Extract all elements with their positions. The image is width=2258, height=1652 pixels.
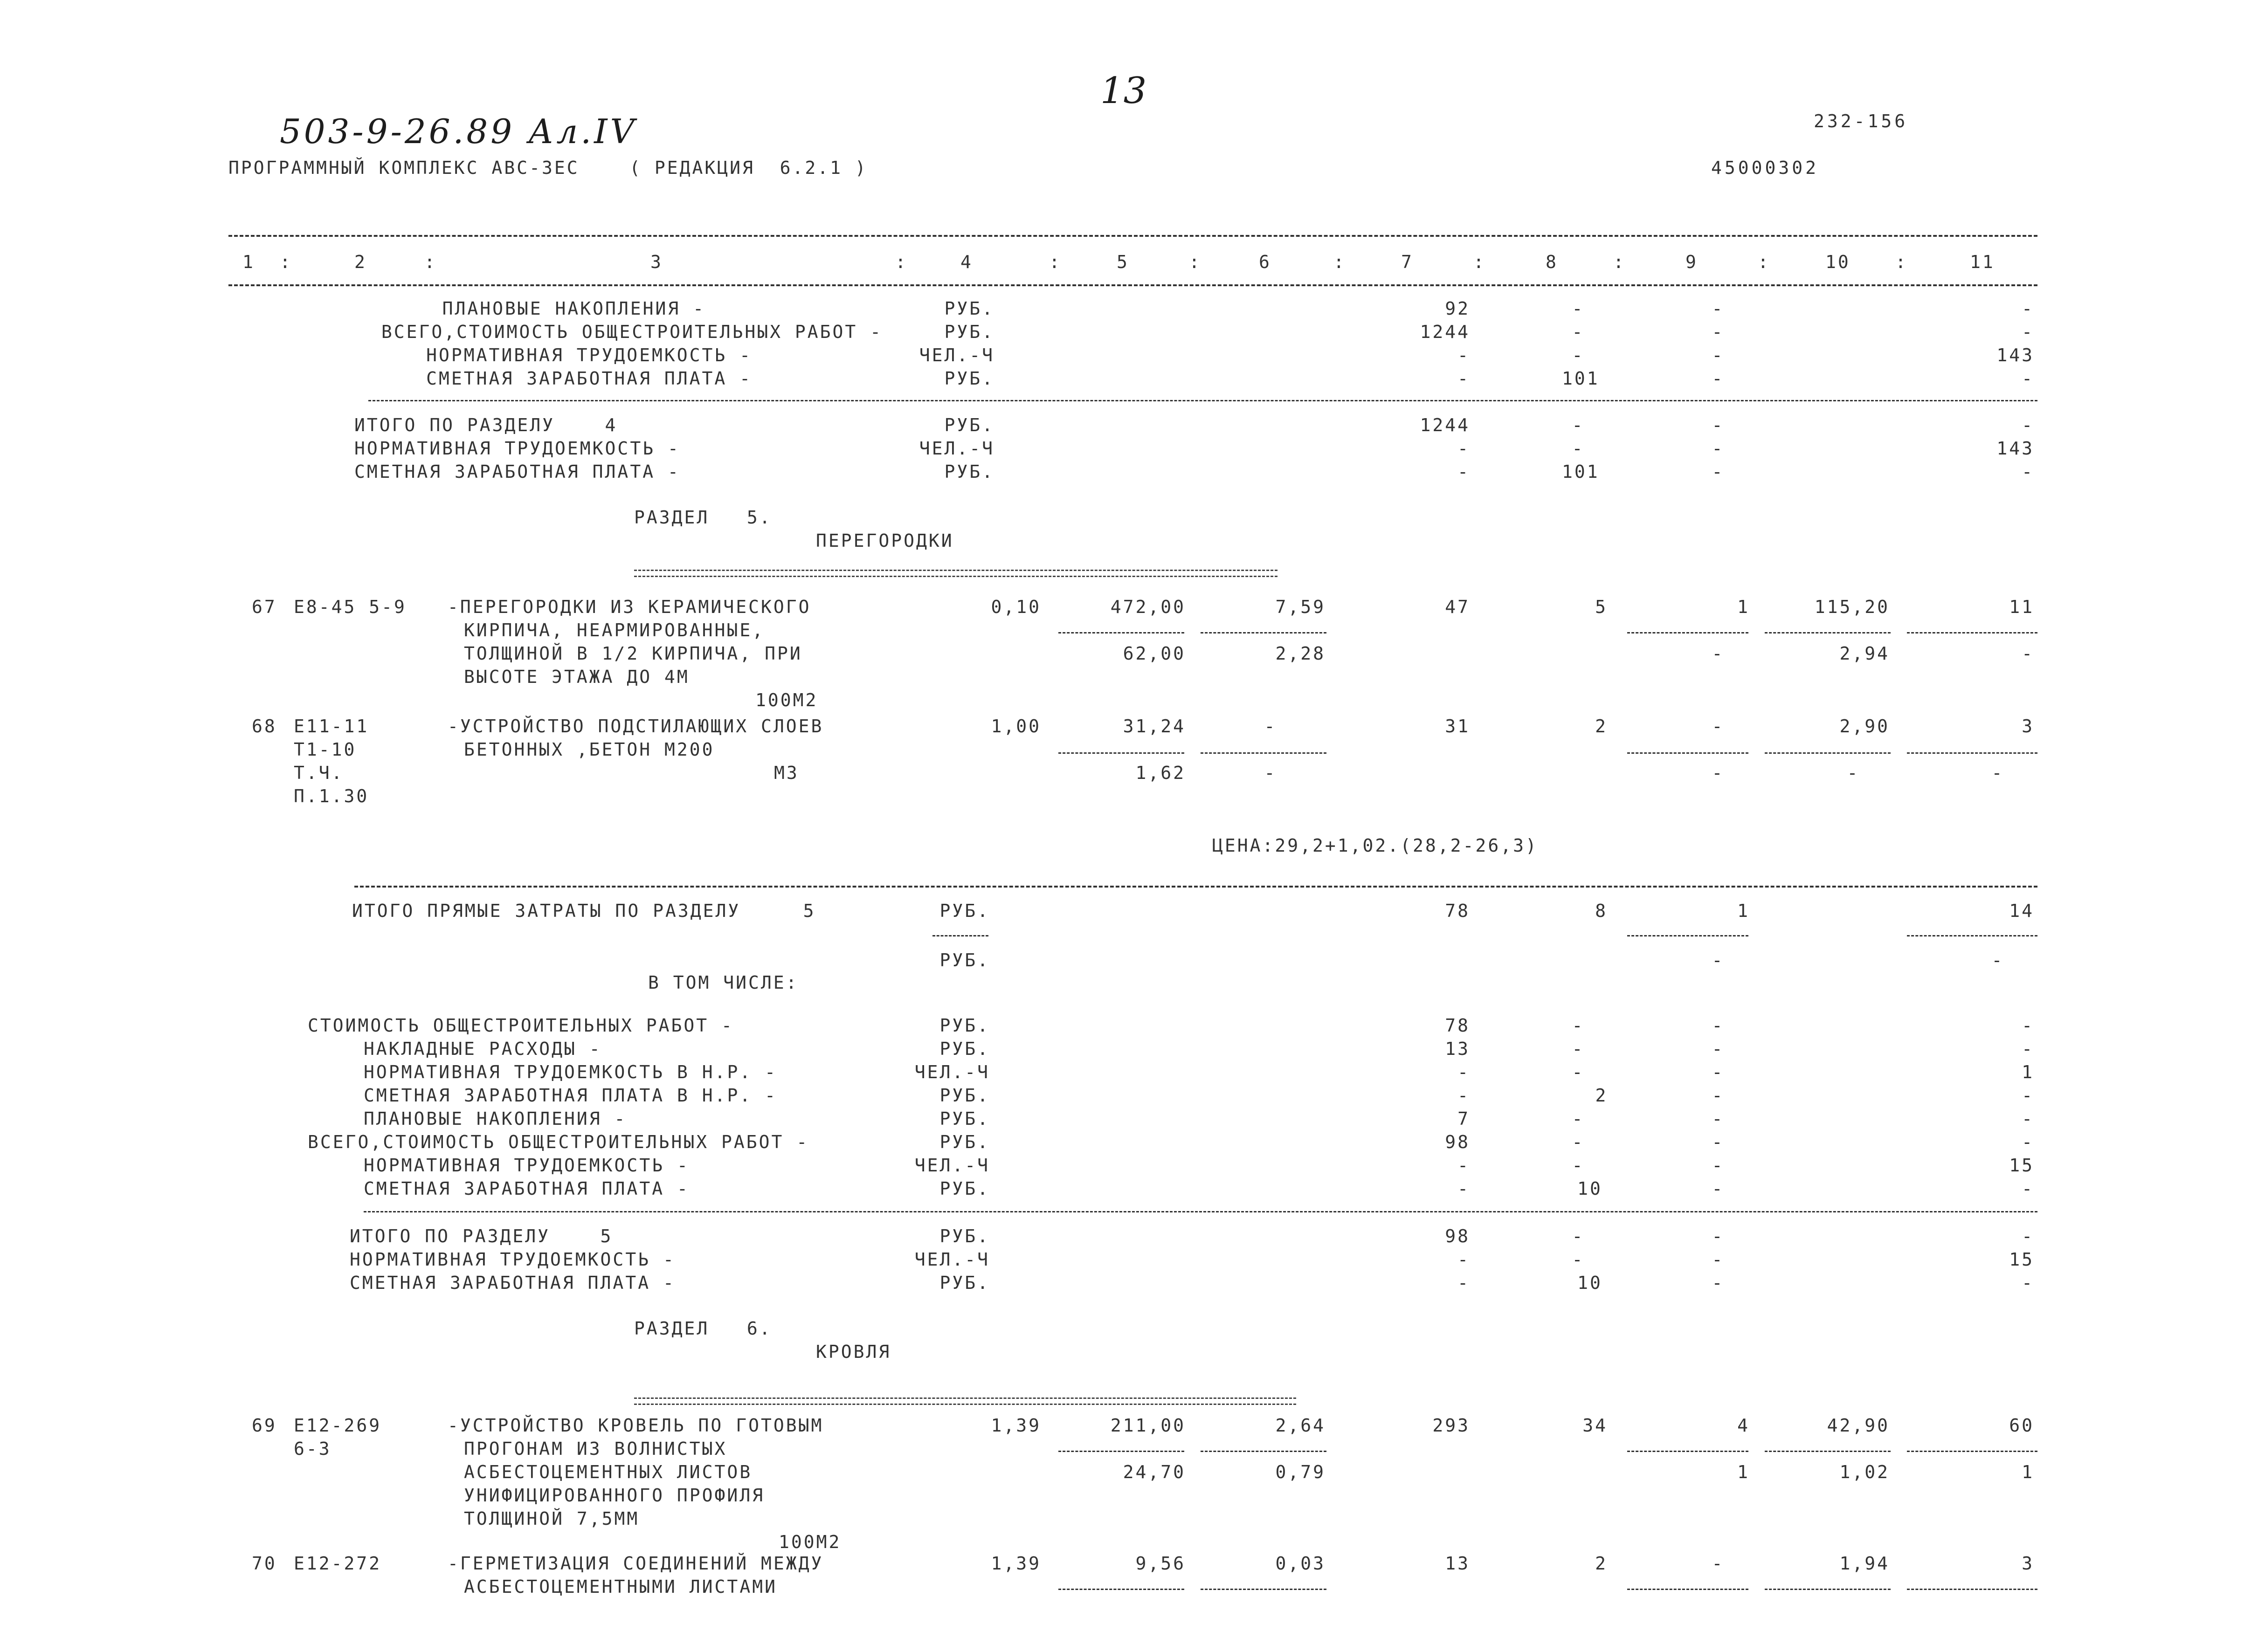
item-number: 67 xyxy=(252,597,277,617)
column-header: 3 xyxy=(650,252,663,272)
cell-col11: - xyxy=(2022,368,2034,389)
row-unit: РУБ. xyxy=(939,1273,990,1293)
cell-col7: - xyxy=(1457,1062,1470,1082)
cell-underline xyxy=(1627,752,1748,754)
column-separator: : xyxy=(1049,252,1062,272)
cell-underline xyxy=(1201,1589,1326,1590)
cell-col8: 2 xyxy=(1595,1553,1608,1574)
column-header: 10 xyxy=(1825,252,1851,272)
cell-col9: - xyxy=(1712,345,1725,365)
cell-underline xyxy=(1907,935,2037,936)
row-unit: РУБ. xyxy=(939,1178,990,1199)
item-description: ТОЛЩИНОЙ 7,5ММ xyxy=(464,1508,640,1529)
cell-col9: - xyxy=(1712,461,1725,482)
row-label: ВСЕГО,СТОИМОСТЬ ОБЩЕСТРОИТЕЛЬНЫХ РАБОТ - xyxy=(308,1132,809,1152)
item-unit: 100М2 xyxy=(779,1532,842,1552)
cell-col7: 98 xyxy=(1445,1226,1470,1246)
cell-col8: 2 xyxy=(1595,716,1608,737)
cell-underline xyxy=(1627,1589,1748,1590)
cell-col9: - xyxy=(1712,298,1725,319)
cell-col6-sub: - xyxy=(1264,763,1277,783)
cell-col7: 78 xyxy=(1445,901,1470,921)
cell-col6: 2,64 xyxy=(1275,1415,1326,1436)
cell-col7: - xyxy=(1457,1273,1470,1293)
row-label: СМЕТНАЯ ЗАРАБОТНАЯ ПЛАТА В Н.Р. - xyxy=(364,1085,777,1106)
cell-col7: - xyxy=(1457,461,1470,482)
cell-col11-sub: - xyxy=(1991,763,2004,783)
cell-col9: - xyxy=(1712,438,1725,459)
item-code: Е8-45 5-9 xyxy=(294,597,407,617)
item-description: УНИФИЦИРОВАННОГО ПРОФИЛЯ xyxy=(464,1485,765,1506)
column-separator: : xyxy=(1613,252,1626,272)
cell-col7: 7 xyxy=(1457,1108,1470,1129)
cell-col8: - xyxy=(1572,1039,1585,1059)
cell-col4: 1,39 xyxy=(991,1415,1041,1436)
column-header: 7 xyxy=(1401,252,1414,272)
table-header-rule xyxy=(228,284,2037,286)
cell-underline xyxy=(1765,752,1891,754)
document-designation: 503-9-26.89 Ал.IV xyxy=(280,112,637,151)
column-header: 6 xyxy=(1259,252,1271,272)
cell-underline xyxy=(932,935,988,936)
cell-col8: - xyxy=(1572,1132,1585,1152)
row-unit: РУБ. xyxy=(944,415,994,435)
direct-costs-rule xyxy=(354,886,2037,888)
subtotal-rule xyxy=(364,1211,2037,1212)
row-label: НОРМАТИВНАЯ ТРУДОЕМКОСТЬ - xyxy=(364,1155,690,1176)
cell-col4: 0,10 xyxy=(991,597,1041,617)
cell-col9: - xyxy=(1712,1085,1725,1106)
cell-col11: - xyxy=(2022,298,2034,319)
cell-col7: 47 xyxy=(1445,597,1470,617)
column-separator: : xyxy=(1189,252,1202,272)
cell-col6: 0,03 xyxy=(1275,1553,1326,1574)
cell-col8: - xyxy=(1572,1015,1585,1036)
cell-col7: 1244 xyxy=(1420,322,1470,342)
cell-col11: - xyxy=(2022,1178,2034,1199)
cell-col9: - xyxy=(1712,368,1725,389)
item-description: -ПЕРЕГОРОДКИ ИЗ КЕРАМИЧЕСКОГО xyxy=(448,597,811,617)
including-label: В ТОМ ЧИСЛЕ: xyxy=(648,972,799,993)
cell-col9: - xyxy=(1712,1015,1725,1036)
price-note: ЦЕНА:29,2+1,02.(28,2-26,3) xyxy=(1212,835,1538,856)
row-unit: РУБ. xyxy=(944,461,994,482)
item-description: ПРОГОНАМ ИЗ ВОЛНИСТЫХ xyxy=(464,1439,727,1459)
cell-underline xyxy=(1058,752,1184,754)
cell-col11-sub: - xyxy=(1991,950,2004,971)
page-number: 13 xyxy=(1100,70,1147,112)
cell-col11: - xyxy=(2022,322,2034,342)
cell-underline xyxy=(1058,1451,1184,1452)
row-label: СТОИМОСТЬ ОБЩЕСТРОИТЕЛЬНЫХ РАБОТ - xyxy=(308,1015,734,1036)
column-header: 8 xyxy=(1546,252,1558,272)
row-label: ПЛАНОВЫЕ НАКОПЛЕНИЯ - xyxy=(364,1108,627,1129)
cell-col9: - xyxy=(1712,1108,1725,1129)
column-header: 11 xyxy=(1970,252,1995,272)
cell-col7: 78 xyxy=(1445,1015,1470,1036)
section-title: КРОВЛЯ xyxy=(816,1342,891,1362)
cell-col9: - xyxy=(1712,322,1725,342)
row-unit: РУБ. xyxy=(939,1226,990,1246)
cell-col7: 13 xyxy=(1445,1039,1470,1059)
cell-col10: 2,90 xyxy=(1839,716,1890,737)
cell-underline xyxy=(1201,752,1326,754)
cell-col8: 101 xyxy=(1562,368,1600,389)
section-double-rule xyxy=(634,1397,1296,1405)
cell-col11: - xyxy=(2022,1108,2034,1129)
cell-col9: 1 xyxy=(1737,901,1750,921)
row-label: ПЛАНОВЫЕ НАКОПЛЕНИЯ - xyxy=(442,298,705,319)
cell-col10: 1,94 xyxy=(1839,1553,1890,1574)
row-unit: ЧЕЛ.-Ч xyxy=(919,345,994,365)
cell-col5: 31,24 xyxy=(1123,716,1186,737)
cell-col9: - xyxy=(1712,1249,1725,1270)
row-label: НАКЛАДНЫЕ РАСХОДЫ - xyxy=(364,1039,602,1059)
cell-col8: 101 xyxy=(1562,461,1600,482)
cell-col9: - xyxy=(1712,415,1725,435)
cell-col11: 143 xyxy=(1996,438,2034,459)
cell-col11: 60 xyxy=(2009,1415,2034,1436)
cell-col11: 14 xyxy=(2009,901,2034,921)
cell-col11-sub: - xyxy=(2022,643,2034,664)
cell-col6: 7,59 xyxy=(1275,597,1326,617)
cell-col7: - xyxy=(1457,345,1470,365)
cell-col11: - xyxy=(2022,1015,2034,1036)
cell-col5-sub: 24,70 xyxy=(1123,1462,1186,1482)
cell-col5: 472,00 xyxy=(1110,597,1186,617)
cell-col7: 92 xyxy=(1445,298,1470,319)
cell-col8: - xyxy=(1572,1062,1585,1082)
cell-col5: 211,00 xyxy=(1110,1415,1186,1436)
cell-col8: 10 xyxy=(1577,1178,1602,1199)
cell-col7: 293 xyxy=(1432,1415,1470,1436)
cell-col5-sub: 62,00 xyxy=(1123,643,1186,664)
cell-underline xyxy=(1907,632,2037,633)
column-separator: : xyxy=(1895,252,1908,272)
column-separator: : xyxy=(1758,252,1770,272)
row-unit: РУБ. xyxy=(939,1108,990,1129)
row-label: НОРМАТИВНАЯ ТРУДОЕМКОСТЬ - xyxy=(354,438,680,459)
row-unit: РУБ. xyxy=(939,1039,990,1059)
cell-col9: - xyxy=(1712,1155,1725,1176)
column-separator: : xyxy=(1473,252,1486,272)
cell-underline xyxy=(1627,632,1748,633)
cell-col7: 31 xyxy=(1445,716,1470,737)
cell-col9: - xyxy=(1712,1226,1725,1246)
cell-col9-sub: - xyxy=(1712,763,1725,783)
cell-col4: 1,00 xyxy=(991,716,1041,737)
row-label: НОРМАТИВНАЯ ТРУДОЕМКОСТЬ - xyxy=(350,1249,676,1270)
item-code: Е12-269 xyxy=(294,1415,382,1436)
cell-col7: 13 xyxy=(1445,1553,1470,1574)
cell-underline xyxy=(1765,632,1891,633)
row-unit: ЧЕЛ.-Ч xyxy=(919,438,994,459)
cell-underline xyxy=(1627,935,1748,936)
cell-col9: - xyxy=(1712,1039,1725,1059)
cell-col9: - xyxy=(1712,1273,1725,1293)
cell-col8: 34 xyxy=(1582,1415,1608,1436)
item-code: Т1-10 xyxy=(294,739,357,760)
cell-col10: 115,20 xyxy=(1814,597,1890,617)
cell-col7: - xyxy=(1457,438,1470,459)
cell-col6-sub: 0,79 xyxy=(1275,1462,1326,1482)
cell-col11: 11 xyxy=(2009,597,2034,617)
cell-col10: 42,90 xyxy=(1827,1415,1890,1436)
row-unit: РУБ. xyxy=(939,1132,990,1152)
cell-col11: 15 xyxy=(2009,1249,2034,1270)
item-unit: М3 xyxy=(774,763,799,783)
column-separator: : xyxy=(895,252,908,272)
cell-col10-sub: 2,94 xyxy=(1839,643,1890,664)
row-unit: ЧЕЛ.-Ч xyxy=(914,1155,990,1176)
row-unit: РУБ. xyxy=(944,368,994,389)
cell-col11: 1 xyxy=(2022,1062,2034,1082)
cell-col8: 2 xyxy=(1595,1085,1608,1106)
cell-col5-sub: 1,62 xyxy=(1135,763,1186,783)
cell-col10-sub: 1,02 xyxy=(1839,1462,1890,1482)
item-code: 6-3 xyxy=(294,1439,331,1459)
cell-col5: 9,56 xyxy=(1135,1553,1186,1574)
cell-col11: - xyxy=(2022,1226,2034,1246)
cell-col11: - xyxy=(2022,415,2034,435)
section-title: ПЕРЕГОРОДКИ xyxy=(816,530,954,551)
cell-col8: - xyxy=(1572,1155,1585,1176)
cell-col7: 98 xyxy=(1445,1132,1470,1152)
cell-col11: 143 xyxy=(1996,345,2034,365)
row-label: СМЕТНАЯ ЗАРАБОТНАЯ ПЛАТА - xyxy=(354,461,680,482)
code-bottom: 45000302 xyxy=(1711,158,1819,178)
column-header: 2 xyxy=(354,252,367,272)
cell-col11: 3 xyxy=(2022,716,2034,737)
row-label: ИТОГО ПО РАЗДЕЛУ 4 xyxy=(354,415,618,435)
cell-underline xyxy=(1765,1589,1891,1590)
cell-col9: 4 xyxy=(1737,1415,1750,1436)
item-description: АСБЕСТОЦЕМЕНТНЫХ ЛИСТОВ xyxy=(464,1462,753,1482)
cell-col8: - xyxy=(1572,1249,1585,1270)
cell-col11: - xyxy=(2022,1085,2034,1106)
item-code: П.1.30 xyxy=(294,786,369,806)
cell-col9: - xyxy=(1712,1553,1725,1574)
cell-underline xyxy=(1765,1451,1891,1452)
row-label: ИТОГО ПО РАЗДЕЛУ 5 xyxy=(350,1226,613,1246)
cell-col9: - xyxy=(1712,1178,1725,1199)
row-unit: РУБ. xyxy=(944,322,994,342)
column-separator: : xyxy=(424,252,437,272)
cell-col11: - xyxy=(2022,1132,2034,1152)
cell-col9: - xyxy=(1712,716,1725,737)
cell-col7: - xyxy=(1457,1249,1470,1270)
cell-col8: 10 xyxy=(1577,1273,1602,1293)
cell-underline xyxy=(1201,632,1326,633)
row-unit: РУБ. xyxy=(939,1085,990,1106)
section-heading: РАЗДЕЛ 5. xyxy=(634,507,772,528)
row-label: НОРМАТИВНАЯ ТРУДОЕМКОСТЬ - xyxy=(426,345,752,365)
cell-col9: - xyxy=(1712,1062,1725,1082)
cell-col9-sub: 1 xyxy=(1737,1462,1750,1482)
cell-underline xyxy=(1907,1451,2037,1452)
row-unit: РУБ. xyxy=(944,298,994,319)
row-label: НОРМАТИВНАЯ ТРУДОЕМКОСТЬ В Н.Р. - xyxy=(364,1062,777,1082)
column-header: 4 xyxy=(960,252,973,272)
item-description: ВЫСОТЕ ЭТАЖА ДО 4М xyxy=(464,667,690,687)
cell-underline xyxy=(1201,1451,1326,1452)
cell-col7: - xyxy=(1457,1085,1470,1106)
row-unit: РУБ. xyxy=(939,950,990,971)
cell-col7: - xyxy=(1457,1155,1470,1176)
subtotal-rule xyxy=(368,400,2037,401)
row-label: ВСЕГО,СТОИМОСТЬ ОБЩЕСТРОИТЕЛЬНЫХ РАБОТ - xyxy=(381,322,883,342)
program-header: ПРОГРАММНЫЙ КОМПЛЕКС АВС-3ЕС ( РЕДАКЦИЯ 6.2.1 ) xyxy=(228,158,868,178)
row-label: ИТОГО ПРЯМЫЕ ЗАТРАТЫ ПО РАЗДЕЛУ 5 xyxy=(352,901,816,921)
row-unit: ЧЕЛ.-Ч xyxy=(914,1249,990,1270)
cell-col8: - xyxy=(1572,322,1585,342)
item-description: КИРПИЧА, НЕАРМИРОВАННЫЕ, xyxy=(464,620,765,640)
section-heading: РАЗДЕЛ 6. xyxy=(634,1318,772,1339)
row-unit: РУБ. xyxy=(939,901,990,921)
cell-col7: - xyxy=(1457,1178,1470,1199)
item-code: Т.Ч. xyxy=(294,763,344,783)
cell-col8: - xyxy=(1572,1108,1585,1129)
section-double-rule xyxy=(634,570,1277,577)
item-description: -УСТРОЙСТВО КРОВЕЛЬ ПО ГОТОВЫМ xyxy=(448,1415,824,1436)
cell-col6: - xyxy=(1264,716,1277,737)
cell-underline xyxy=(1627,1451,1748,1452)
code-top: 232-156 xyxy=(1814,111,1908,131)
table-top-rule xyxy=(228,235,2037,237)
cell-col11: - xyxy=(2022,1039,2034,1059)
cell-col10-sub: - xyxy=(1847,763,1860,783)
item-description: БЕТОННЫХ ,БЕТОН М200 xyxy=(464,739,715,760)
row-label: СМЕТНАЯ ЗАРАБОТНАЯ ПЛАТА - xyxy=(426,368,752,389)
cell-col8: - xyxy=(1572,438,1585,459)
item-description: -ГЕРМЕТИЗАЦИЯ СОЕДИНЕНИЙ МЕЖДУ xyxy=(448,1553,824,1574)
cell-col8: - xyxy=(1572,415,1585,435)
cell-col11-sub: 1 xyxy=(2022,1462,2034,1482)
cell-col8: - xyxy=(1572,345,1585,365)
cell-underline xyxy=(1058,1589,1184,1590)
row-unit: РУБ. xyxy=(939,1015,990,1036)
column-separator: : xyxy=(1333,252,1346,272)
item-unit: 100М2 xyxy=(755,690,818,710)
cell-col11: 3 xyxy=(2022,1553,2034,1574)
cell-col7: - xyxy=(1457,368,1470,389)
cell-col8: 8 xyxy=(1595,901,1608,921)
row-unit: ЧЕЛ.-Ч xyxy=(914,1062,990,1082)
cell-col9-sub: - xyxy=(1712,950,1725,971)
item-code: Е12-272 xyxy=(294,1553,382,1574)
column-header: 9 xyxy=(1685,252,1698,272)
column-header: 1 xyxy=(242,252,255,272)
row-label: СМЕТНАЯ ЗАРАБОТНАЯ ПЛАТА - xyxy=(364,1178,690,1199)
column-separator: : xyxy=(280,252,292,272)
cell-col9: - xyxy=(1712,1132,1725,1152)
cell-col11: - xyxy=(2022,461,2034,482)
item-description: -УСТРОЙСТВО ПОДСТИЛАЮЩИХ СЛОЕВ xyxy=(448,716,824,737)
item-description: АСБЕСТОЦЕМЕНТНЫМИ ЛИСТАМИ xyxy=(464,1576,777,1597)
cell-col9-sub: - xyxy=(1712,643,1725,664)
row-label: СМЕТНАЯ ЗАРАБОТНАЯ ПЛАТА - xyxy=(350,1273,676,1293)
cell-col6-sub: 2,28 xyxy=(1275,643,1326,664)
cell-underline xyxy=(1058,632,1184,633)
cell-col11: 15 xyxy=(2009,1155,2034,1176)
item-number: 69 xyxy=(252,1415,277,1436)
cell-col4: 1,39 xyxy=(991,1553,1041,1574)
cell-col8: - xyxy=(1572,298,1585,319)
cell-underline xyxy=(1907,752,2037,754)
item-code: Е11-11 xyxy=(294,716,369,737)
item-number: 70 xyxy=(252,1553,277,1574)
cell-col9: 1 xyxy=(1737,597,1750,617)
column-header: 5 xyxy=(1117,252,1129,272)
item-description: ТОЛЩИНОЙ В 1/2 КИРПИЧА, ПРИ xyxy=(464,643,802,664)
cell-underline xyxy=(1907,1589,2037,1590)
item-number: 68 xyxy=(252,716,277,737)
cell-col11: - xyxy=(2022,1273,2034,1293)
cell-col8: 5 xyxy=(1595,597,1608,617)
cell-col8: - xyxy=(1572,1226,1585,1246)
cell-col7: 1244 xyxy=(1420,415,1470,435)
